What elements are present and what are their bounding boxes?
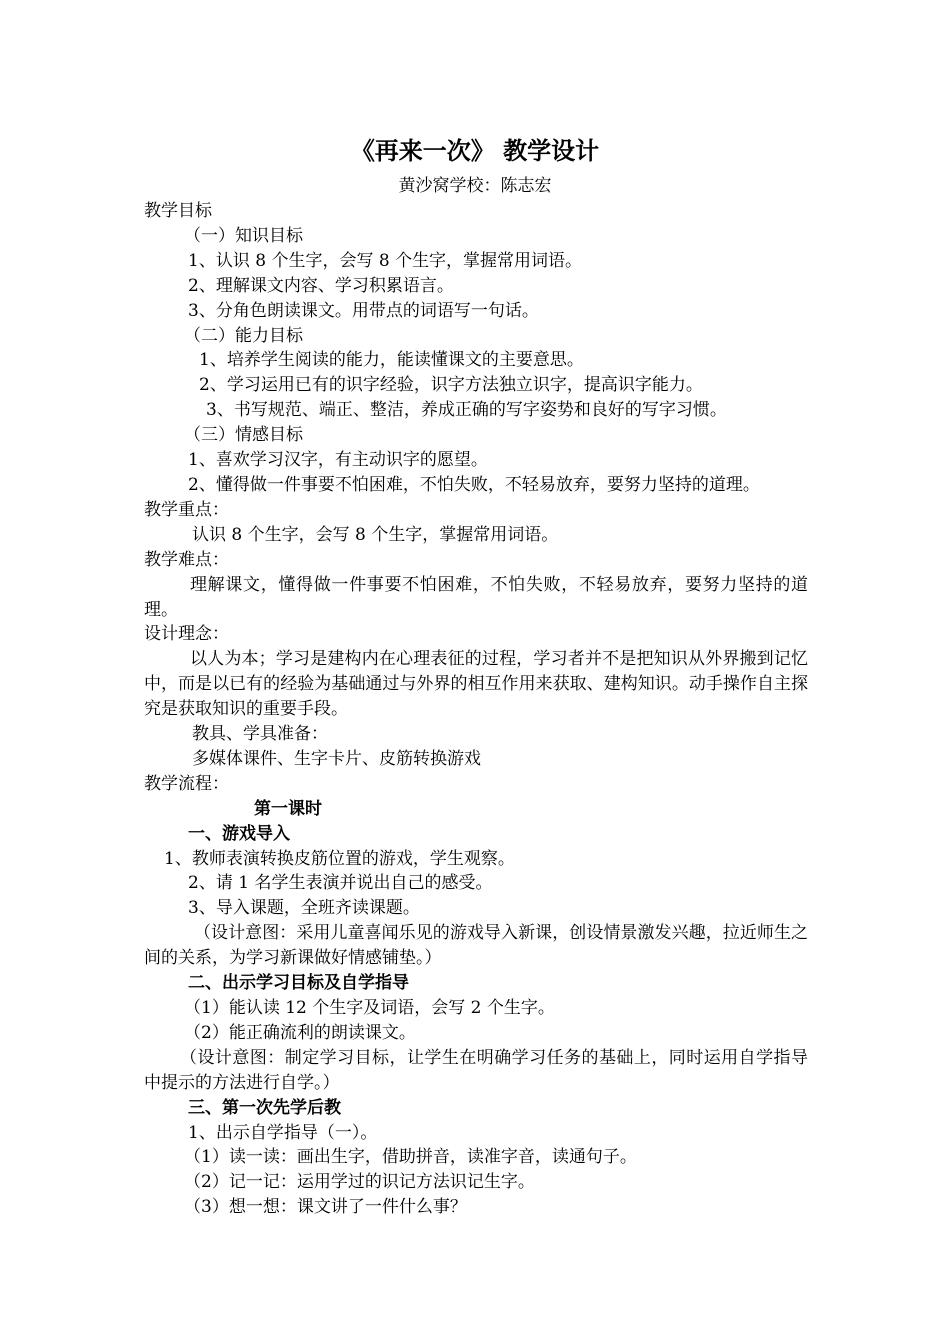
emotion-item: 1、喜欢学习汉字，有主动识字的愿望。 <box>188 450 488 471</box>
step-item: （1）读一读：画出生字，借助拼音，读准字音，读通句子。 <box>184 1147 637 1168</box>
step-item: （3）想一想：课文讲了一件什么事？ <box>184 1197 467 1218</box>
concept-text: 以人为本；学习是建构内在心理表征的过程，学习者并不是把知识从外界搬到记忆中，而是以已有的经验为基础通过与外界的相互作用来获取、建构知识。动手操作自主探究是获取知识的重要手段。 <box>144 649 808 720</box>
ability-item: 1、培养学生阅读的能力，能读懂课文的主要意思。 <box>199 350 584 371</box>
step-heading: 二、出示学习目标及自学指导 <box>188 973 409 994</box>
knowledge-item: 2、理解课文内容、学习积累语言。 <box>188 275 454 296</box>
subheading-ability: （二）能力目标 <box>184 325 303 346</box>
section-heading-process: 教学流程： <box>144 773 229 794</box>
tools-heading: 教具、学具准备： <box>192 724 328 745</box>
ability-item: 3、书写规范、端正、整洁，养成正确的写字姿势和良好的写字习惯。 <box>206 400 727 421</box>
document-body <box>144 199 808 1220</box>
lesson-heading: 第一课时 <box>254 798 322 819</box>
step-heading: 一、游戏导入 <box>188 823 290 844</box>
page-title: 《再来一次》 教学设计 <box>350 136 600 165</box>
ability-item: 2、学习运用已有的识字经验，识字方法独立识字，提高识字能力。 <box>199 375 703 396</box>
section-heading-key: 教学重点： <box>144 499 229 520</box>
knowledge-item: 3、分角色朗读课文。用带点的词语写一句话。 <box>188 300 539 321</box>
tools-text: 多媒体课件、生字卡片、皮筋转换游戏 <box>192 748 481 769</box>
author-line: 黄沙窝学校：陈志宏 <box>398 176 552 196</box>
section-heading-concept: 设计理念： <box>144 624 229 645</box>
step-item: 1、出示自学指导（一）。 <box>188 1122 378 1143</box>
key-text: 认识 8 个生字，会写 8 个生字，掌握常用词语。 <box>192 524 559 545</box>
step-item: 1、教师表演转换皮筋位置的游戏，学生观察。 <box>164 848 515 869</box>
design-note: （设计意图：采用儿童喜闻乐见的游戏导入新课，创设情景激发兴趣，拉近师生之间的关系，为学习新课做好情感铺垫。） <box>144 923 808 969</box>
step-heading: 三、第一次先学后教 <box>188 1097 341 1118</box>
subheading-knowledge: （一）知识目标 <box>184 225 303 246</box>
design-note: （设计意图：制定学习目标，让学生在明确学习任务的基础上，同时运用自学指导中提示的方法进行自学。） <box>144 1047 808 1093</box>
step-item: （1）能认读 12 个生字及词语，会写 2 个生字。 <box>184 998 555 1018</box>
emotion-item: 2、懂得做一件事要不怕困难，不怕失败，不轻易放弃，要努力坚持的道理。 <box>188 474 760 495</box>
step-item: 2、请 1 名学生表演并说出自己的感受。 <box>188 873 493 894</box>
step-item: （2）能正确流利的朗读课文。 <box>184 1022 416 1043</box>
section-heading-goals: 教学目标 <box>144 201 212 221</box>
knowledge-item: 1、认识 8 个生字，会写 8 个生字，掌握常用词语。 <box>188 250 583 271</box>
section-heading-difficulty: 教学难点： <box>144 549 229 570</box>
step-item: 3、导入课题，全班齐读课题。 <box>188 898 420 919</box>
subheading-emotion: （三）情感目标 <box>184 425 303 446</box>
step-item: （2）记一记：运用学过的识记方法识记生字。 <box>184 1172 535 1193</box>
difficulty-text: 理解课文，懂得做一件事要不怕困难，不怕失败，不轻易放弃，要努力坚持的道理。 <box>144 574 808 620</box>
